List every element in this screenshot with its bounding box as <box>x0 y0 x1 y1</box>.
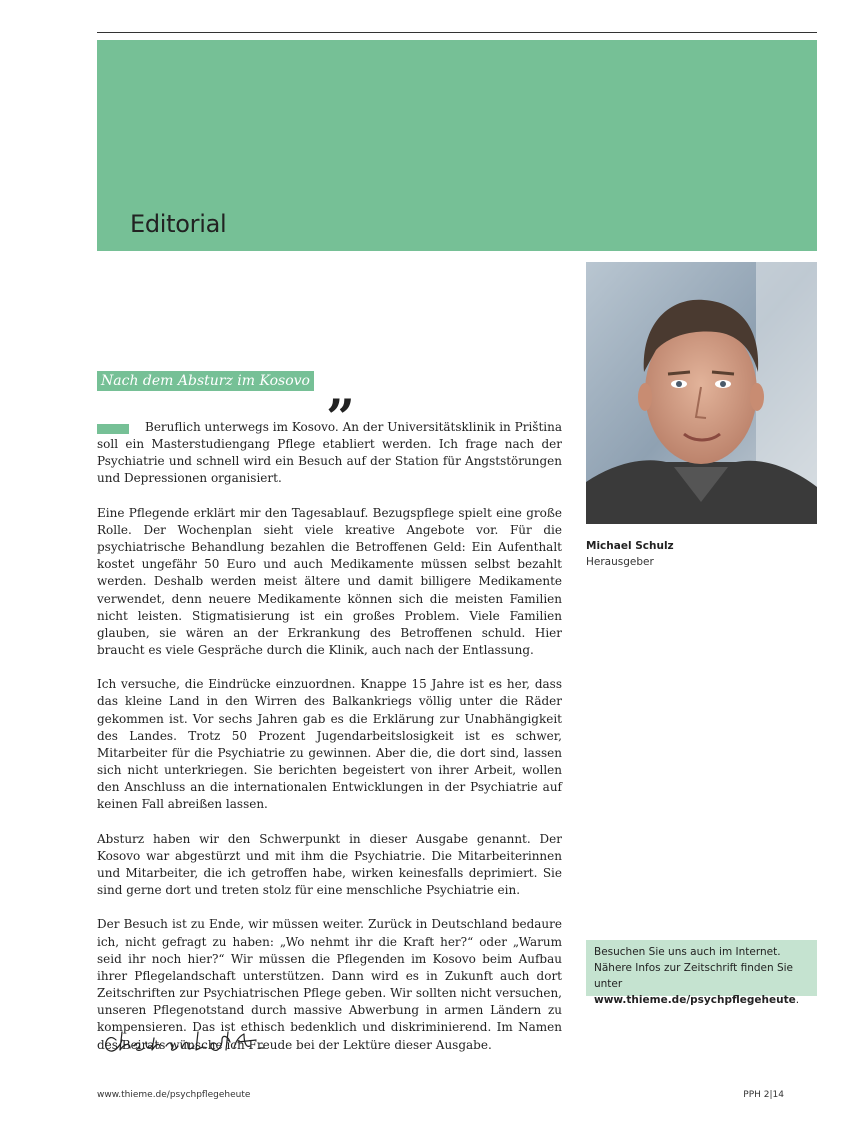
link-suffix: . <box>795 994 800 1006</box>
paragraph: Ich versuche, die Eindrücke einzuordnen. Knappe 15 Jahre ist es her, dass das kleine Land in den Wirren des Balkankriegs völlig unter die Räder gekommen ist. Vor sechs Jahren gab es die Erklärung zur Unabhängigkeit des Landes. Trotz 50 Prozent Jugendarbeitslosigkeit ist es schwer, Mitarbeiter für die Psychiatrie zu gewinnen. Aber die, die dort sind, lassen sich nicht unterkriegen. Sie berichten begeistert von ihrer Arbeit, wollen den Anschluss an die internationalen Entwicklungen in der Psychiatrie auf keinen Fall abreißen lassen. <box>97 677 562 812</box>
paragraph: Eine Pflegende erklärt mir den Tagesablauf. Bezugspflege spielt eine große Rolle. Der Wochenplan sieht viele kreative Angebote vor. Für die psychiatrische Behandlung bezahlen die Betroffenen Geld: Ein Aufenthalt kostet ungefähr 50 Euro und auch Medikamente müssen selbst bezahlt werden. Deshalb werden meist ältere und damit billigere Medikamente verwendet, denn neuere Medikamente können sich die meisten Familien nicht leisten. Stigmatisierung ist ein großes Problem. Viele Familien glauben, sie wären an der Erkrankung des Betroffenen schuld. Hier braucht es viele Gespräche durch die Klinik, auch nach der Entlassung. <box>97 505 562 658</box>
top-rule <box>97 32 817 33</box>
portrait-image <box>586 262 817 524</box>
quote-mark-icon: „ <box>327 359 356 418</box>
paragraph: Beruflich unterwegs im Kosovo. An der Universitätsklinik in Priština soll ein Masterstudiengang Pflege etabliert werden. Ich frage nach der Psychiatrie und schnell wird ein Besuch auf der Station für Angststörungen und Depressionen organisiert. <box>97 420 562 486</box>
article-heading: Nach dem Absturz im Kosovo <box>97 371 314 391</box>
author-photo <box>586 262 817 524</box>
footer-page-ref: PPH 2|14 <box>743 1090 784 1100</box>
author-name: Michael Schulz <box>586 540 674 552</box>
info-box <box>586 940 817 1006</box>
article-body <box>97 419 562 1071</box>
section-title: Editorial <box>130 210 227 238</box>
footer-url[interactable]: www.thieme.de/psychpflegeheute <box>97 1090 251 1100</box>
info-line-2: Nähere Infos zur Zeitschrift finden Sie unter <box>594 962 794 990</box>
website-link[interactable]: www.thieme.de/psychpflegeheute <box>594 994 796 1006</box>
paragraph: Der Besuch ist zu Ende, wir müssen weiter. Zurück in Deutschland bedaure ich, nicht gefragt zu haben: „Wo nehmt ihr die Kraft her?“ oder „Warum seid ihr noch hier?“ Wir müssen die Pflegenden im Kosovo beim Aufbau ihrer Pflegelandschaft unterstützen. Dann wird es in Zukunft auch dort Zeitschriften zur Psychiatrischen Pflege geben. Wir sollten nicht versuchen, unseren Pflegenotstand durch massive Abwerbung in armen Ländern zu kompensieren. Das ist ethisch bedenklich und diskriminierend. Im Namen des Beirats wünsche ich Freude bei der Lektüre dieser Ausgabe. <box>97 917 562 1052</box>
paragraph: Absturz haben wir den Schwerpunkt in dieser Ausgabe genannt. Der Kosovo war abgestürzt und mit ihm die Psychiatrie. Die Mitarbeiterinnen und Mitarbeiter, die ich getroffen habe, wirken keinesfalls deprimiert. Sie sind gerne dort und treten stolz für eine menschliche Psychiatrie ein. <box>97 831 562 898</box>
info-line-1: Besuchen Sie uns auch im Internet. <box>594 946 781 958</box>
author-role: Herausgeber <box>586 556 654 568</box>
signature-image <box>100 1018 300 1060</box>
section-banner <box>97 40 817 251</box>
info-line-3 <box>594 992 809 1008</box>
